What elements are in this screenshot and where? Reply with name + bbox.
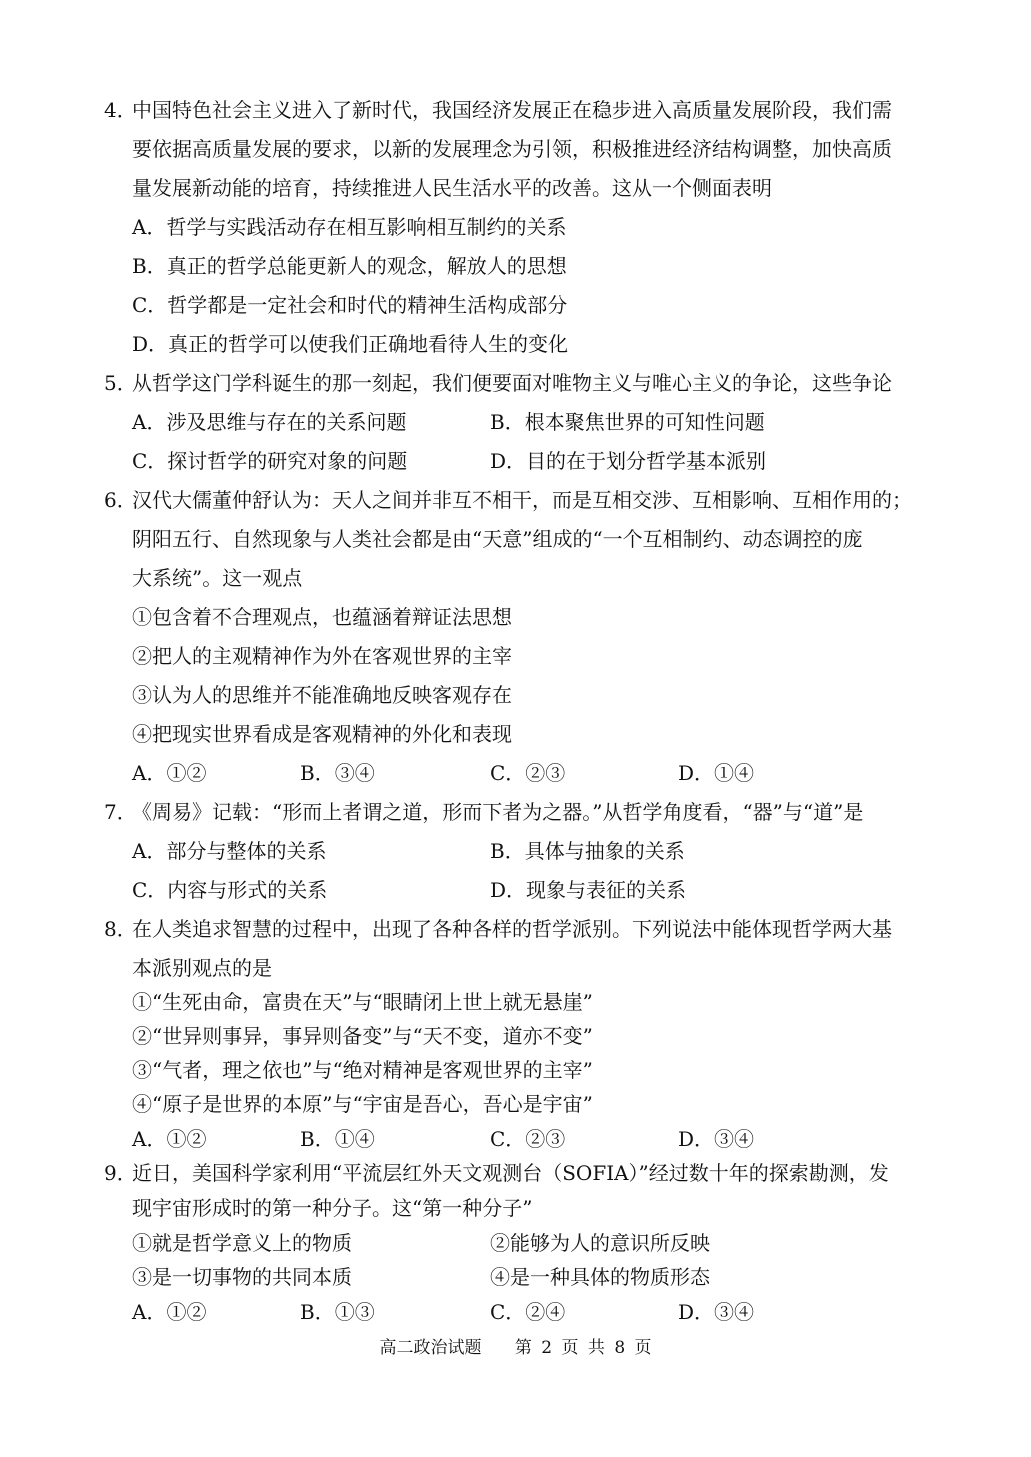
- question-8-option-a: A．①②: [132, 1127, 207, 1151]
- question-4-stem-line-1: 4．中国特色社会主义进入了新时代，我国经济发展正在稳步进入高质量发展阶段，我们需: [104, 98, 892, 122]
- question-9-item-1: ①就是哲学意义上的物质: [132, 1231, 352, 1255]
- question-9-option-b: B．①③: [300, 1300, 375, 1324]
- question-9-item-2: ②能够为人的意识所反映: [490, 1231, 710, 1255]
- question-6-stem-line-1: 6．汉代大儒董仲舒认为：天人之间并非互不相干，而是互相交涉、互相影响、互相作用的；: [104, 488, 912, 512]
- question-4-option-b: B．真正的哲学总能更新人的观念，解放人的思想: [132, 254, 567, 278]
- question-4-stem-line-2: 要依据高质量发展的要求，以新的发展理念为引领，积极推进经济结构调整，加快高质: [132, 137, 892, 161]
- question-6-option-c: C．②③: [490, 761, 566, 785]
- question-9-option-d: D．③④: [678, 1300, 755, 1324]
- question-8-item-4: ④“原子是世界的本原”与“宇宙是吾心，吾心是宇宙”: [132, 1092, 593, 1116]
- question-9-option-c: C．②④: [490, 1300, 566, 1324]
- question-5-option-d: D．目的在于划分哲学基本派别: [490, 449, 767, 473]
- footer-total-pages: 8: [614, 1338, 626, 1358]
- question-8-option-c: C．②③: [490, 1127, 566, 1151]
- question-9-stem-line-2: 现宇宙形成时的第一种分子。这“第一种分子”: [132, 1196, 533, 1220]
- question-6-item-2: ②把人的主观精神作为外在客观世界的主宰: [132, 644, 512, 668]
- question-8-item-1: ①“生死由命，富贵在天”与“眼睛闭上世上就无悬崖”: [132, 990, 593, 1014]
- question-5-option-a: A．涉及思维与存在的关系问题: [132, 410, 407, 434]
- question-9-item-3: ③是一切事物的共同本质: [132, 1265, 352, 1289]
- question-4-option-d: D．真正的哲学可以使我们正确地看待人生的变化: [132, 332, 569, 356]
- question-7-option-a: A．部分与整体的关系: [132, 839, 327, 863]
- question-6-stem-line-3: 大系统”。这一观点: [132, 566, 303, 590]
- question-5-number: 5．: [104, 371, 137, 395]
- question-7-option-b: B．具体与抽象的关系: [490, 839, 685, 863]
- footer-page-unit: 页: [561, 1338, 579, 1358]
- question-8-number: 8．: [104, 917, 137, 941]
- footer-page-label: 第: [514, 1338, 532, 1358]
- page-footer: [0, 1333, 1031, 1358]
- question-4-stem-line-3: 量发展新动能的培育，持续推进人民生活水平的改善。这从一个侧面表明: [132, 176, 772, 200]
- question-8-option-b: B．①④: [300, 1127, 375, 1151]
- question-7-number: 7．: [104, 800, 137, 824]
- question-9-option-a: A．①②: [132, 1300, 207, 1324]
- question-4-option-c: C．哲学都是一定社会和时代的精神生活构成部分: [132, 293, 568, 317]
- question-9-item-4: ④是一种具体的物质形态: [490, 1265, 710, 1289]
- question-8-stem-line-2: 本派别观点的是: [132, 956, 272, 980]
- question-8-item-2: ②“世异则事异，事异则备变”与“天不变，道亦不变”: [132, 1024, 593, 1048]
- question-7-stem-line-1: 7．《周易》记载：“形而上者谓之道，形而下者为之器。”从哲学角度看，“器”与“道”是: [104, 800, 864, 824]
- question-9-number: 9．: [104, 1161, 137, 1185]
- question-6-item-1: ①包含着不合理观点，也蕴涵着辩证法思想: [132, 605, 512, 629]
- question-6-item-4: ④把现实世界看成是客观精神的外化和表现: [132, 722, 512, 746]
- question-8-option-d: D．③④: [678, 1127, 755, 1151]
- footer-total-label: 共: [587, 1338, 605, 1358]
- question-6-item-3: ③认为人的思维并不能准确地反映客观存在: [132, 683, 512, 707]
- question-5-option-b: B．根本聚焦世界的可知性问题: [490, 410, 765, 434]
- question-6-option-a: A．①②: [132, 761, 207, 785]
- footer-page-number: 2: [541, 1338, 553, 1358]
- question-9-stem-line-1: 9．近日，美国科学家利用“平流层红外天文观测台（SOFIA）”经过数十年的探索勘测，发: [104, 1161, 889, 1185]
- question-7-option-d: D．现象与表征的关系: [490, 878, 687, 902]
- footer-subject: 高二政治试题: [379, 1338, 482, 1358]
- question-6-option-d: D．①④: [678, 761, 755, 785]
- question-6-option-b: B．③④: [300, 761, 375, 785]
- footer-total-unit: 页: [634, 1338, 652, 1358]
- question-6-stem-line-2: 阴阳五行、自然现象与人类社会都是由“天意”组成的“一个互相制约、动态调控的庞: [132, 527, 863, 551]
- question-6-number: 6．: [104, 488, 137, 512]
- question-8-item-3: ③“气者，理之依也”与“绝对精神是客观世界的主宰”: [132, 1058, 593, 1082]
- question-8-stem-line-1: 8．在人类追求智慧的过程中，出现了各种各样的哲学派别。下列说法中能体现哲学两大基: [104, 917, 892, 941]
- question-7-option-c: C．内容与形式的关系: [132, 878, 328, 902]
- question-5-option-c: C．探讨哲学的研究对象的问题: [132, 449, 408, 473]
- question-4-number: 4．: [104, 98, 137, 122]
- question-5-stem-line-1: 5．从哲学这门学科诞生的那一刻起，我们便要面对唯物主义与唯心主义的争论，这些争论: [104, 371, 892, 395]
- question-4-option-a: A．哲学与实践活动存在相互影响相互制约的关系: [132, 215, 567, 239]
